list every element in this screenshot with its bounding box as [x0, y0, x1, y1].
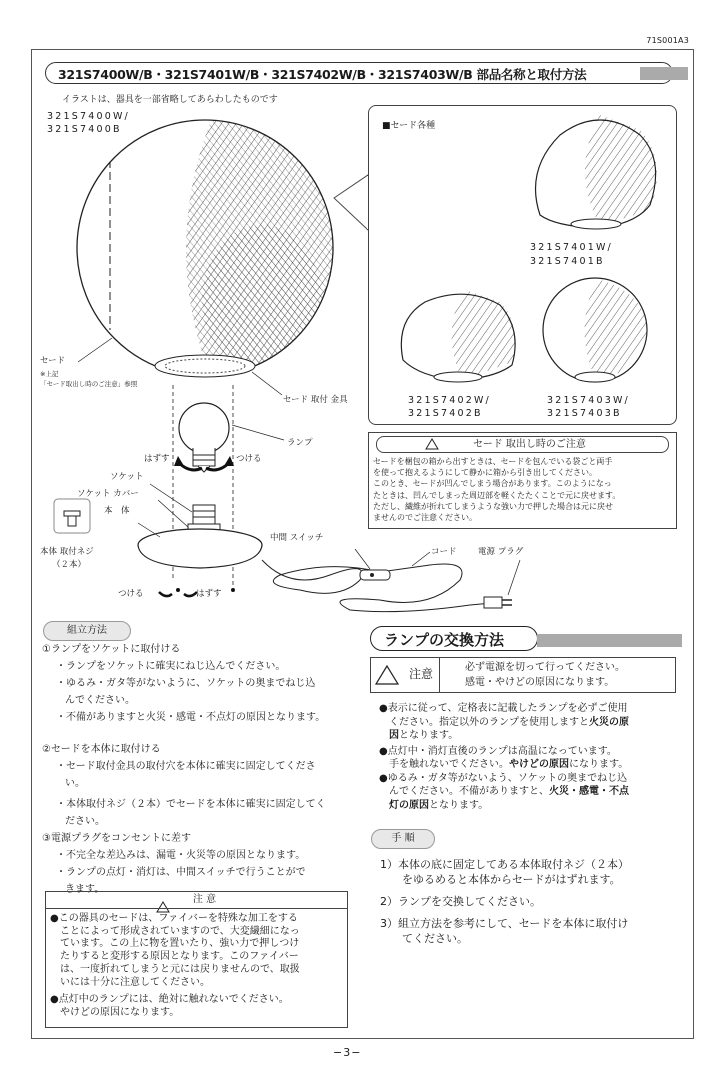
steps-heading: 手 順: [371, 829, 435, 849]
assembly-steps: ①ランプをソケットに取付ける ・ランプをソケットに確実にねじ込んでください。 ・ゆるみ・ガタ等がないように、ソケットの奥までねじ込 んでください。 ・不備がありますと火災・感電・不点灯の原因となります。 ②セードを本体に取付ける ・セード取付金具の取付穴を本体に確実に固定してくださ い。 ・本体取付ネジ（２本）でセードを本体に確実に固定してく ださい。 ③電源プラグをコンセントに差す ・不完全な差込みは、漏電・火災等の原因となります。 ・ランプの点灯・消灯は、中間スイッチで行うことがで きます。: [42, 644, 326, 895]
lamp-warn-label: 注意: [370, 657, 440, 693]
lamp-label: ランプ: [287, 438, 313, 448]
lamp-replace-title: ランプの交換方法: [384, 631, 505, 649]
shade-variants-box: [368, 105, 677, 425]
lamp-warn-text: 必ず電源を切って行ってください。 感電・やけどの原因になります。: [465, 662, 625, 688]
plug-label: 電源 プラグ: [478, 547, 524, 557]
bottom-remove-label: はずす: [196, 589, 222, 599]
attach-label: つける: [236, 454, 262, 464]
body-label: 本 体: [104, 506, 130, 516]
page-number: −3−: [333, 1046, 362, 1059]
socket-label: ソケット: [110, 472, 144, 482]
socket-cover-label: ソケット カバー: [77, 489, 139, 499]
assembly-heading: 組立方法: [43, 621, 131, 641]
variant1-model-line1: 321S7401W/: [530, 242, 613, 253]
main-model-line2: 321S7400B: [47, 124, 122, 135]
globe-shade-large: [77, 118, 340, 380]
notice-text: ●この器具のセードは、ファイバーを特殊な加工をする ことによって形成されていますので、大変繊細になっ ています。この上に物を置いたり、強い力で押しつけ たりすると変形する原因となります。このファイバー は、一度折れてしまうと元には戻りませんので、取扱 いには十分に注意してください。 ●点灯中のランプには、絶対に触れないでください。 やけどの原因になります。: [50, 913, 300, 1018]
remove-label: はずす: [144, 454, 170, 464]
notice-title: 注 意: [45, 891, 348, 909]
body-screw-label: 本体 取付ネジ: [40, 547, 94, 557]
lamp-replace-decor-bar: [537, 634, 682, 647]
variant2-model-line1: 321S7402W/: [408, 395, 491, 406]
middle-switch-label: 中間 スイッチ: [270, 533, 324, 543]
lamp-bullets: ●表示に従って、定格表に記載したランプを必ずご使用 ください。指定以外のランプを使用しますと火災の原 因となります。 ●点灯中・消灯直後のランプは高温になっています。 手を触れないでください。やけどの原因になります。 ●ゆるみ・ガタ等がないよう、ソケットの奥までねじ込 んでください。不備がありますと、火災・感電・不点 灯の原因となります。: [379, 703, 629, 811]
main-model-line1: 321S7400W/: [47, 111, 130, 122]
illustration-note: イラストは、器具を一部省略してあらわしたものです: [62, 95, 278, 105]
variant3-model-line2: 321S7403B: [547, 408, 622, 419]
shade-note-2: 「セード取出し時のご注意」参照: [40, 380, 138, 388]
cord-label: コード: [431, 547, 457, 557]
shade-label: セード: [40, 356, 66, 366]
variants-heading: ■セード各種: [382, 121, 436, 131]
shade-caution-title: セード 取出し時のご注意: [376, 436, 669, 453]
shade-caution-text: セードを梱包の箱から出すときは、セードを包んでいる袋ごと両手 を使って抱えるようにして静かに箱から引き出してください。 このとき、セードが凹んでしまう場合があります。このようになっ たときは、凹んでしまった周辺部を軽くたたくことで元に戻せます。 ただし、繊維が折れてしまうような強い力で押した場合は元に戻せ ませんのでご注意ください。: [373, 457, 621, 523]
variant3-model-line1: 321S7403W/: [547, 395, 630, 406]
shade-bracket-label: セード 取付 金具: [283, 395, 348, 405]
document-code: 71S001A3: [646, 36, 689, 45]
lamp-bulb: [179, 403, 229, 472]
variant1-model-line2: 321S7401B: [530, 256, 605, 267]
page-title: 321S7400W/B・321S7401W/B・321S7402W/B・321S7403W/B 部品名称と取付方法: [58, 67, 587, 82]
replace-steps: 1）本体の底に固定してある本体取付ネジ（２本） をゆるめると本体からセードがはずれます。 2）ランプを交換してください。 3）組立方法を参考にして、セードを本体に取付け てください。: [380, 858, 629, 945]
body-screw-count: （２本）: [52, 560, 87, 570]
variant2-model-line2: 321S7402B: [408, 408, 483, 419]
bottom-attach-label: つける: [118, 589, 144, 599]
shade-note-1: ※上記: [40, 370, 59, 378]
